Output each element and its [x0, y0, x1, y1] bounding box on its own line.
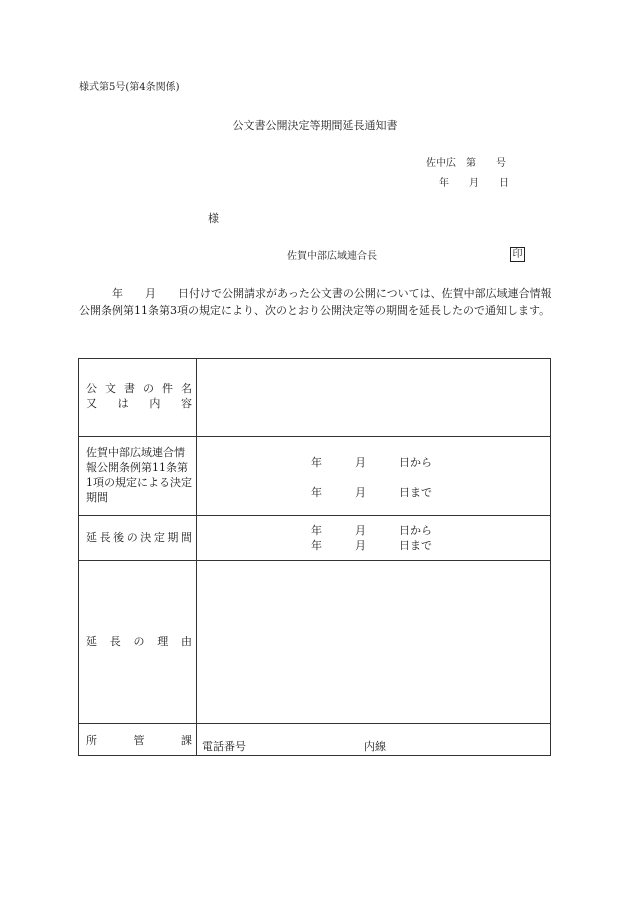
addressee-suffix: 様 — [208, 212, 219, 225]
body-paragraph: 年 月 日付けで公開請求があった公文書の公開については、佐賀中部広域連合情報公開条例第11条第3項の規定により、次のとおり公開決定等の期間を延長したので通知します。 — [79, 287, 552, 317]
document-number: 佐中広 第 号 — [426, 158, 506, 169]
row2-from-date: 年 月 日から — [311, 456, 432, 469]
seal-mark: 印 — [510, 247, 525, 262]
table-column-divider — [196, 359, 197, 755]
phone-number-label: 電話番号 — [202, 740, 246, 753]
document-date: 年 月 日 — [439, 178, 509, 189]
form-code: 様式第5号(第4条関係) — [79, 82, 180, 93]
document-title: 公文書公開決定等期間延長通知書 — [232, 119, 398, 132]
row3-label: 延 長 後 の 決 定 期 間 — [86, 531, 192, 544]
notice-table — [78, 358, 551, 756]
row5-label: 所 管 課 — [86, 734, 192, 747]
row2-label: 佐賀中部広域連合情報公開条例第11条第1項の規定による決定期間 — [86, 446, 192, 504]
row3-to-date: 年 月 日まで — [311, 539, 432, 552]
row2-to-date: 年 月 日まで — [311, 486, 432, 499]
row4-label: 延 長 の 理 由 — [86, 635, 192, 648]
row3-from-date: 年 月 日から — [311, 524, 432, 537]
table-row-divider — [79, 723, 550, 724]
extension-label: 内線 — [364, 740, 386, 753]
table-row-divider — [79, 515, 550, 516]
sender-name: 佐賀中部広域連合長 — [287, 251, 377, 262]
table-row-divider — [79, 560, 550, 561]
row1-label-line1: 公 文 書 の 件 名 — [86, 382, 192, 395]
row1-label — [86, 381, 192, 411]
table-row-divider — [79, 436, 550, 437]
row1-label-line2: 又 は 内 容 — [86, 397, 192, 410]
